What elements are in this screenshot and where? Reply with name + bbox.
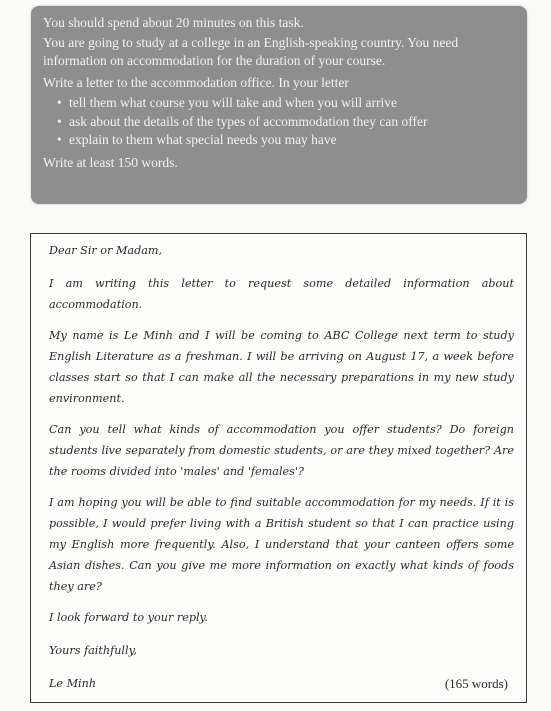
task-bullet-list <box>43 94 515 150</box>
bullet-icon: • <box>57 95 62 110</box>
letter-paragraph: Can you tell what kinds of accommodation you offer students? Do foreign students live separately from domestic students, or are they mixed together? Are the rooms divided into 'males' and 'females'? <box>49 423 514 478</box>
task-scenario: You are going to study at a college in an English-speaking country. You need information on accommodation for the duration of your course. <box>43 35 459 68</box>
task-instruction: Write a letter to the accommodation office. In your letter <box>43 75 349 90</box>
task-bullet-item: • tell them what course you will take and when you will arrive <box>57 94 515 113</box>
bullet-icon: • <box>57 132 62 147</box>
word-count: (165 words) <box>444 676 508 691</box>
letter-sign-off: Yours faithfully, <box>49 644 137 657</box>
word-limit: Write at least 150 words. <box>43 154 178 170</box>
letter-salutation: Dear Sir or Madam, <box>49 244 163 257</box>
bullet-icon: • <box>57 113 62 129</box>
letter-paragraph: My name is Le Minh and I will be coming to ABC College next term to study English Literature as a freshman. I will be arriving on August 17, a week before classes start so that I can make all the necessary preparations in my new study environment. <box>49 329 514 405</box>
letter-paragraph: I am writing this letter to request some detailed information about accommodation. <box>49 277 514 311</box>
letter-paragraph: I am hoping you will be able to find suitable accommodation for my needs. If it is possible, I would prefer living with a British student so that I can practice using my English more frequently. Also, I understand that your canteen offers some Asian dishes. Can you give me more information on exactly what kinds of foods they are? <box>49 496 514 593</box>
letter-signature: Le Minh <box>49 677 97 690</box>
sample-letter <box>30 233 527 703</box>
time-instruction: You should spend about 20 minutes on this task. <box>43 15 304 30</box>
task-bullet-item: • explain to them what special needs you may have <box>57 131 515 150</box>
task-bullet-item: • ask about the details of the types of accommodation they can offer <box>57 113 515 132</box>
task-prompt-box <box>31 6 527 204</box>
letter-closing-line: I look forward to your reply. <box>49 611 208 624</box>
